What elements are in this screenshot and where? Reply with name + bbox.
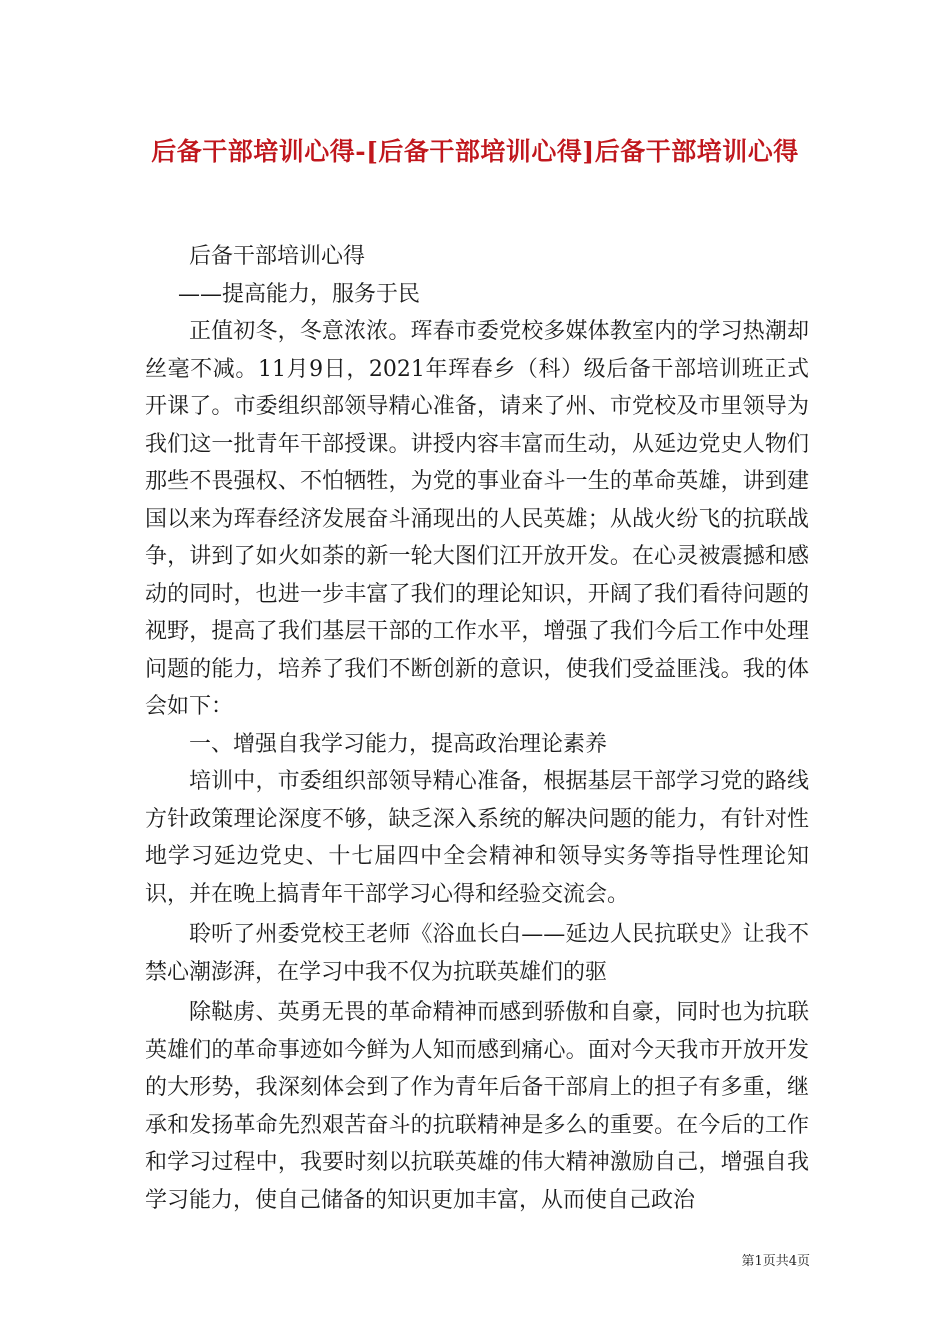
body-paragraph: 聆听了州委党校王老师《浴血长白——延边人民抗联史》让我不禁心潮澎湃，在学习中我不仅为抗联英雄们的驱 — [145, 922, 809, 985]
body-paragraph: 除鞑虏、英勇无畏的革命精神而感到骄傲和自豪，同时也为抗联英雄们的革命事迹如今鲜为人知而感到痛心。面对今天我市开放开发的大形势，我深刻体会到了作为青年后备干部肩上的担子有多重，继承和发扬革命先烈艰苦奋斗的抗联精神是多么的重要。在今后的工作和学习过程中，我要时刻以抗联英雄的伟大精神激励自己，增强自我学习能力，使自己储备的知识更加丰富，从而使自己政治 — [145, 1000, 809, 1213]
section-point-heading: 一、增强自我学习能力，提高政治理论素养 — [189, 731, 608, 757]
document-body — [145, 238, 809, 1219]
document-title: 后备干部培训心得-[后备干部培训心得]后备干部培训心得 — [151, 137, 799, 166]
page-number: 第1页共4页 — [741, 1254, 810, 1269]
body-paragraph: 正值初冬，冬意浓浓。珲春市委党校多媒体教室内的学习热潮却丝毫不减。11月9日，2021年珲春乡（科）级后备干部培训班正式开课了。市委组织部领导精心准备，请来了州、市党校及市里领导为我们这一批青年干部授课。讲授内容丰富而生动，从延边党史人物们那些不畏强权、不怕牺牲，为党的事业奋斗一生的革命英雄，讲到建国以来为珲春经济发展奋斗涌现出的人民英雄；从战火纷飞的抗联战争，讲到了如火如荼的新一轮大图们江开放开发。在心灵被震撼和感动的同时，也进一步丰富了我们的理论知识，开阔了我们看待问题的视野，提高了我们基层干部的工作水平，增强了我们今后工作中处理问题的能力，培养了我们不断创新的意识，使我们受益匪浅。我的体会如下： — [145, 319, 809, 719]
body-paragraph: 培训中，市委组织部领导精心准备，根据基层干部学习党的路线方针政策理论深度不够，缺乏深入系统的解决问题的能力，有针对性地学习延边党史、十七届四中全会精神和领导实务等指导性理论知识，并在晚上搞青年干部学习心得和经验交流会。 — [145, 769, 809, 907]
section-subheading: ——提高能力，服务于民 — [178, 281, 421, 307]
section-heading: 后备干部培训心得 — [189, 244, 366, 269]
